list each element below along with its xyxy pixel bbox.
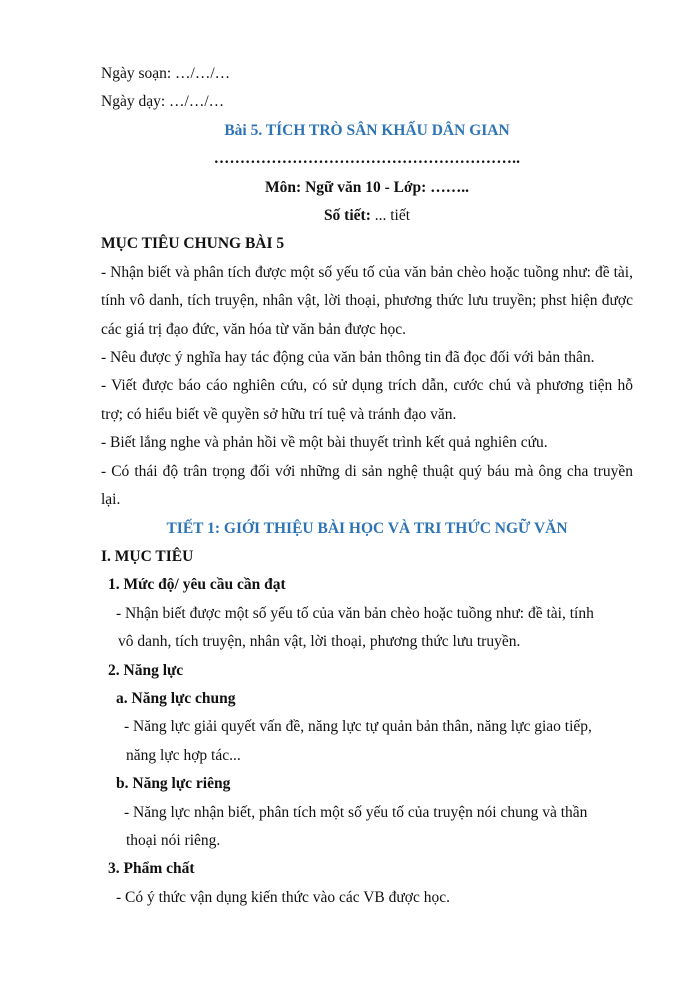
general-competence-heading: a. Năng lực chung [116,689,236,707]
competence-heading: 2. Năng lực [108,661,184,679]
periods-line [101,202,633,230]
periods-label: Số tiết: [323,207,371,225]
document-content [101,60,633,912]
subject-line: Môn: Ngữ văn 10 - Lớp: …….. [265,178,469,196]
teaching-date: Ngày dạy: …/…/… [101,93,225,111]
general-competence-line: năng lực hợp tác... [126,746,241,764]
level-text-line: vô danh, tích truyện, nhân vật, lời thoại, phương thức lưu truyền. [118,633,521,651]
general-objective-item: - Nhận biết và phân tích được một số yếu tố của văn bản chèo hoặc tuồng như: đề tài, tính vô danh, tích truyện, nhân vật, lời thoại, phương thức lưu truyền; phst hiện được các giá trị đạo đức, văn hóa từ văn bản được học. [101,263,633,338]
general-objective-item: - Viết được báo cáo nghiên cứu, có sử dụng trích dẫn, cước chú và phương tiện hỗ trợ; có hiểu biết về quyền sở hữu trí tuệ và tránh đạo văn. [101,377,633,423]
specific-competence-line: - Năng lực nhận biết, phân tích một số yếu tố của truyện nói chung và thần [124,803,588,821]
general-objective-item: - Có thái độ trân trọng đối với những di sản nghệ thuật quý báu mà ông cha truyền lại. [101,462,633,509]
period-title: TIẾT 1: GIỚI THIỆU BÀI HỌC VÀ TRI THỨC NGỮ VĂN [166,519,568,537]
specific-competence-line: thoại nói riêng. [126,831,221,849]
level-heading: 1. Mức độ/ yêu cầu cần đạt [108,576,286,594]
general-objectives-heading: MỤC TIÊU CHUNG BÀI 5 [101,235,285,253]
general-objective-item: - Nêu được ý nghĩa hay tác động của văn bản thông tin đã đọc đối với bản thân. [101,349,595,367]
preparation-date: Ngày soạn: …/…/… [101,65,231,82]
periods-value: ... tiết [370,207,411,225]
dotted-separator: ………………………………………………….. [213,150,521,168]
level-text-line: - Nhận biết được một số yếu tố của văn bản chèo hoặc tuồng như: đề tài, tính [116,604,594,622]
lesson-title: Bài 5. TÍCH TRÒ SÂN KHẤU DÂN GIAN [224,121,510,139]
quality-heading: 3. Phẩm chất [108,860,195,878]
specific-competence-heading: b. Năng lực riêng [116,775,231,793]
section-heading: I. MỤC TIÊU [101,547,194,565]
general-objective-item: - Biết lắng nghe và phản hồi về một bài thuyết trình kết quả nghiên cứu. [101,434,548,452]
quality-line: - Có ý thức vận dụng kiến thức vào các VB được học. [116,888,450,906]
general-competence-line: - Năng lực giải quyết vấn đề, năng lực tự quản bản thân, năng lực giao tiếp, [124,718,592,736]
